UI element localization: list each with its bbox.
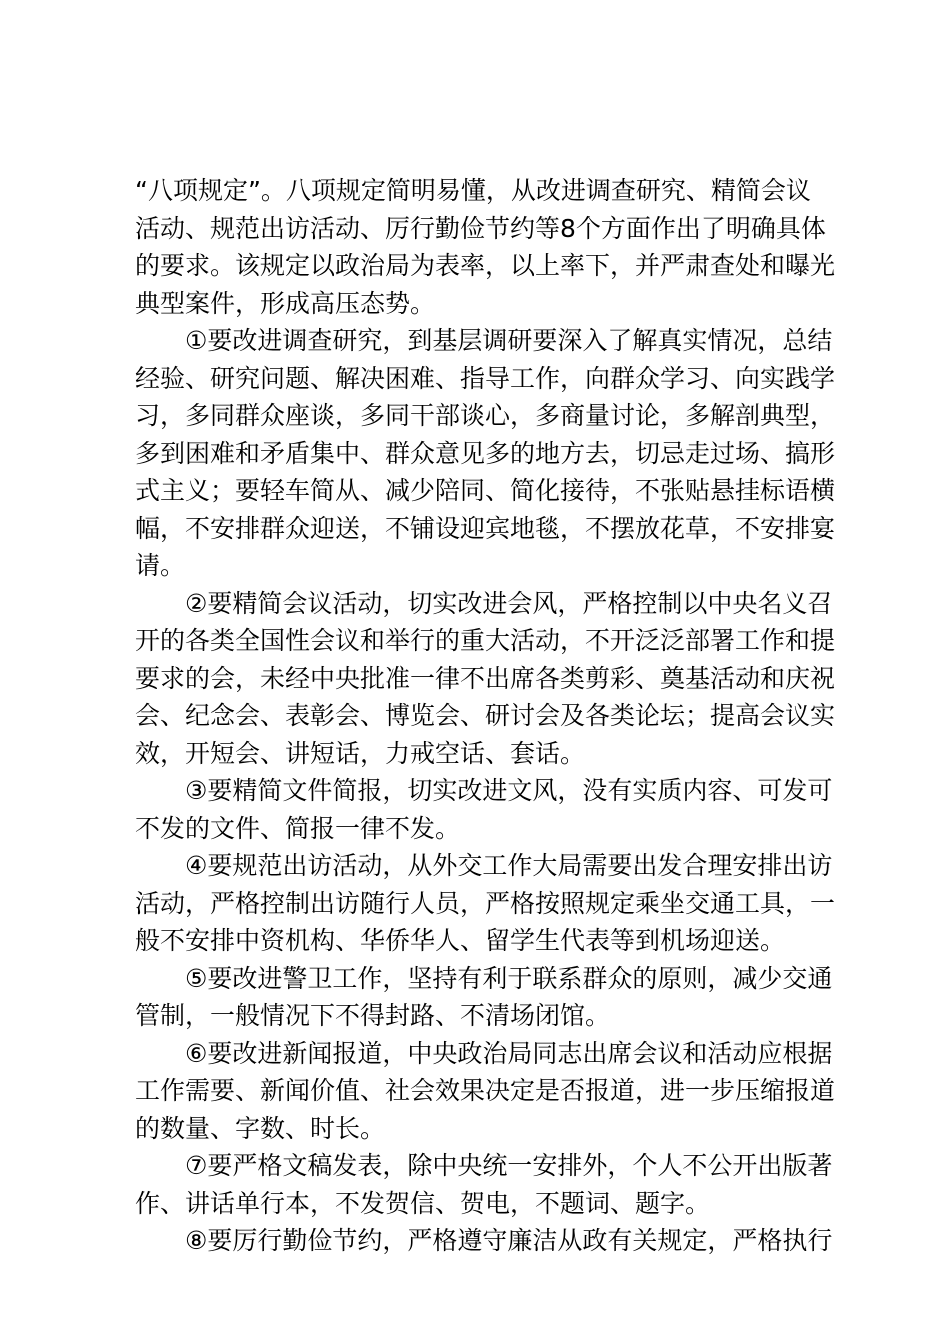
text-line: 请。 xyxy=(135,551,186,580)
text-line: 习，多同群众座谈，多同干部谈心，多商量讨论，多解剖典型， xyxy=(135,401,836,430)
paragraph-first-line: ④要规范出访活动，从外交工作大局需要出发合理安排出访 xyxy=(185,851,833,880)
text-line: 会、纪念会、表彰会、博览会、研讨会及各类论坛；提高会议实 xyxy=(135,701,836,730)
text-line: 活动、规范出访活动、厉行勤俭节约等8个方面作出了明确具体 xyxy=(135,213,826,243)
text-line: 作、讲话单行本，不发贺信、贺电，不题词、题字。 xyxy=(135,1188,711,1218)
text-line: 不发的文件、简报一律不发。 xyxy=(135,813,461,843)
text-line: 效，开短会、讲短话，力戒空话、套话。 xyxy=(135,738,586,768)
paragraph-first-line: ②要精简会议活动，切实改进会风，严格控制以中央名义召 xyxy=(185,588,833,618)
text-line: 的数量、字数、时长。 xyxy=(135,1113,386,1143)
text-line: 开的各类全国性会议和举行的重大活动，不开泛泛部署工作和提 xyxy=(135,626,836,655)
text-line: 多到困难和矛盾集中、群众意见多的地方去，切忌走过场、搞形 xyxy=(135,438,836,468)
text-line: 经验、研究问题、解决困难、指导工作，向群众学习、向实践学 xyxy=(135,363,836,393)
paragraph-first-line: ⑥要改进新闻报道，中央政治局同志出席会议和活动应根据 xyxy=(185,1038,833,1068)
paragraph-first-line: ⑦要严格文稿发表，除中央统一安排外，个人不公开出版著 xyxy=(185,1151,833,1180)
paragraph-first-line: ⑧要厉行勤俭节约，严格遵守廉洁从政有关规定，严格执行 xyxy=(185,1226,833,1255)
text-line: 活动，严格控制出访随行人员，严格按照规定乘坐交通工具，一 xyxy=(135,888,836,918)
document-body xyxy=(135,172,855,1260)
text-line: 典型案件，形成高压态势。 xyxy=(135,288,436,318)
paragraph-first-line: ⑤要改进警卫工作，坚持有利于联系群众的原则，减少交通 xyxy=(185,963,833,993)
text-line: 要求的会，未经中央批准一律不出席各类剪彩、奠基活动和庆祝 xyxy=(135,663,836,693)
text-line: 式主义；要轻车简从、减少陪同、简化接待，不张贴悬挂标语横 xyxy=(135,476,836,505)
text-line: 管制，一般情况下不得封路、不清场闭馆。 xyxy=(135,1001,611,1030)
text-line: 般不安排中资机构、华侨华人、留学生代表等到机场迎送。 xyxy=(135,926,786,955)
text-line: “八项规定”。八项规定简明易懂，从改进调查研究、精简会议 xyxy=(135,176,811,205)
paragraph-first-line: ①要改进调查研究，到基层调研要深入了解真实情况，总结 xyxy=(185,326,833,355)
text-line: 工作需要、新闻价值、社会效果决定是否报道，进一步压缩报道 xyxy=(135,1076,836,1105)
text-line: 幅，不安排群众迎送，不铺设迎宾地毯，不摆放花草，不安排宴 xyxy=(135,513,836,543)
text-line: 的要求。该规定以政治局为表率，以上率下，并严肃查处和曝光 xyxy=(135,251,836,280)
paragraph-first-line: ③要精简文件简报，切实改进文风，没有实质内容、可发可 xyxy=(185,776,833,805)
